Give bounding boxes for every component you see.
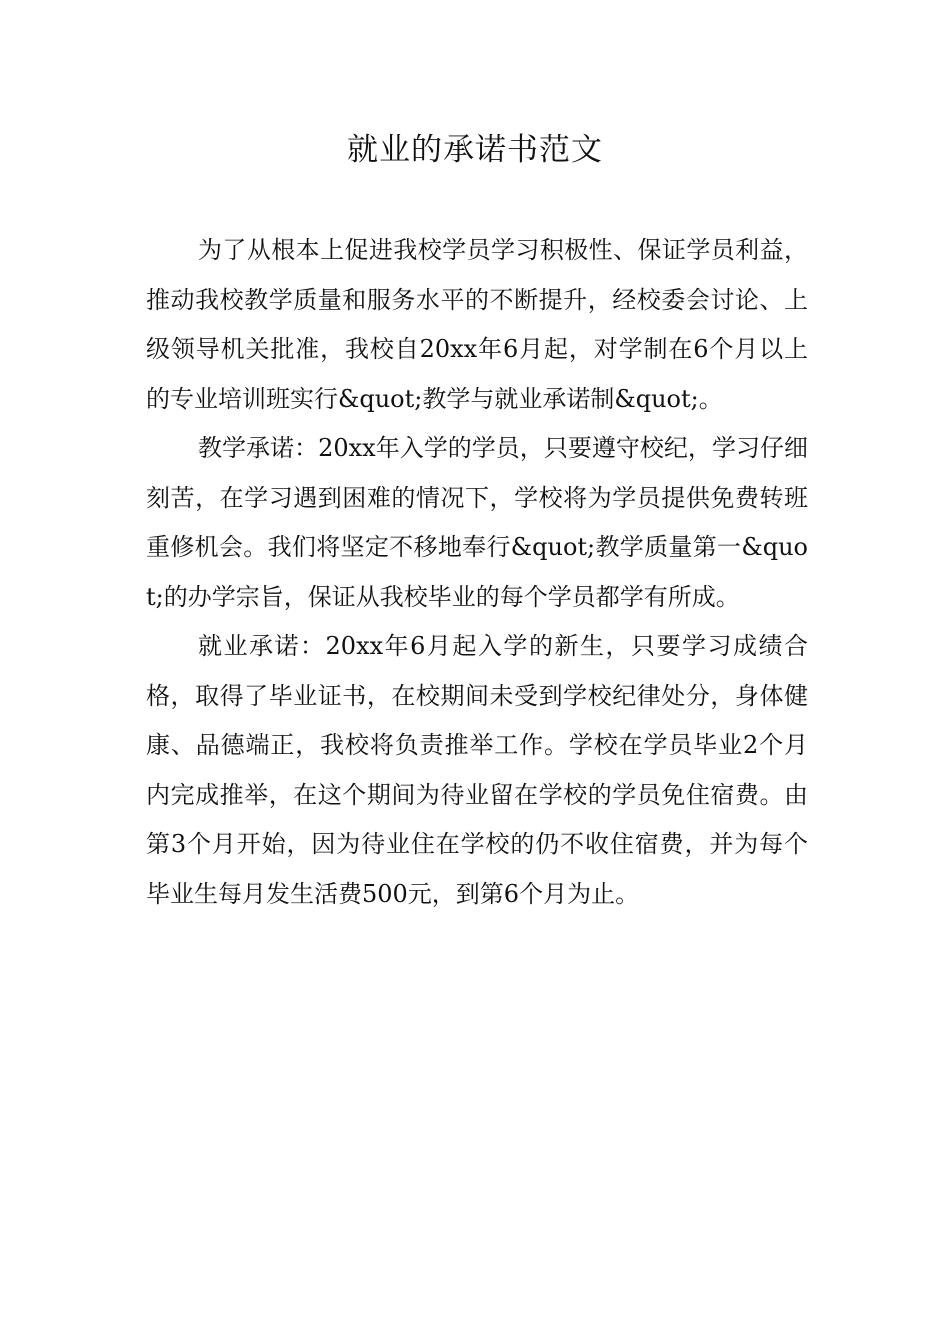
document-body — [146, 226, 808, 919]
document-title: 就业的承诺书范文 — [347, 132, 603, 168]
paragraph-teaching-promise: 教学承诺：20xx年入学的学员，只要遵守校纪，学习仔细刻苦，在学习遇到困难的情况下，学校将为学员提供免费转班重修机会。我们将坚定不移地奉行&quot;教学质量第一&quot;的办学宗旨，保证从我校毕业的每个学员都学有所成。 — [146, 434, 808, 611]
paragraph-employment-promise: 就业承诺：20xx年6月起入学的新生，只要学习成绩合格，取得了毕业证书，在校期间未受到学校纪律处分，身体健康、品德端正，我校将负责推举工作。学校在学员毕业2个月内完成推举，在这个期间为待业留在学校的学员免住宿费。由第3个月开始，因为待业住在学校的仍不收住宿费，并为每个毕业生每月发生活费500元，到第6个月为止。 — [146, 632, 808, 908]
paragraph-intro: 为了从根本上促进我校学员学习积极性、保证学员利益，推动我校教学质量和服务水平的不断提升，经校委会讨论、上级领导机关批准，我校自20xx年6月起，对学制在6个月以上的专业培训班实行&quot;教学与就业承诺制&quot;。 — [146, 236, 808, 413]
